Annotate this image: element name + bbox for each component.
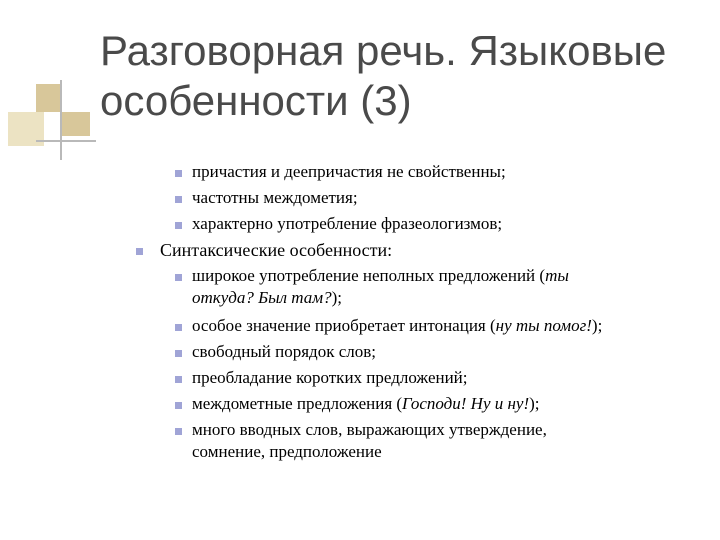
bullet-icon: [175, 324, 182, 331]
list-item: [192, 187, 358, 209]
item-example: ну ты помог!: [495, 316, 592, 335]
item-text: );: [331, 288, 343, 307]
decor-horizontal-line: [36, 140, 96, 142]
list-item: [192, 161, 506, 183]
item-example: ты: [545, 266, 569, 285]
bullet-icon: [175, 428, 182, 435]
item-text: характерно употребление фразеологизмов;: [192, 214, 503, 233]
title-line-2: особенности (3): [100, 77, 412, 124]
list-item: [192, 315, 602, 337]
bullet-icon: [175, 170, 182, 177]
list-item: [192, 419, 547, 463]
title-line-1: Разговорная речь. Языковые: [100, 27, 667, 74]
slide-title: [100, 26, 700, 126]
bullet-icon: [175, 274, 182, 281]
list-item: [192, 367, 468, 389]
item-text: преобладание коротких предложений;: [192, 368, 468, 387]
item-text: Синтаксические особенности:: [160, 240, 393, 260]
bullet-icon: [175, 222, 182, 229]
item-text: много вводных слов, выражающих утверждение,: [192, 420, 547, 439]
bullet-icon: [175, 350, 182, 357]
bullet-icon: [136, 248, 143, 255]
list-item: [192, 341, 376, 363]
item-text: причастия и деепричастия не свойственны;: [192, 162, 506, 181]
decor-vertical-line: [60, 80, 62, 160]
item-text: свободный порядок слов;: [192, 342, 376, 361]
item-text: );: [591, 316, 603, 335]
decor-square-tan: [36, 84, 62, 112]
item-text: широкое употребление неполных предложений (: [192, 266, 546, 285]
item-text: );: [529, 394, 540, 413]
item-text: междометные предложения (: [192, 394, 403, 413]
item-text: сомнение, предположение: [192, 442, 382, 461]
bullet-icon: [175, 376, 182, 383]
item-text: особое значение приобретает интонация (: [192, 316, 496, 335]
decor-square-tan-2: [62, 112, 90, 136]
item-example: откуда? Был там?: [192, 288, 332, 307]
list-item-heading: [160, 239, 392, 261]
bullet-icon: [175, 402, 182, 409]
item-text: частотны междометия;: [192, 188, 358, 207]
list-item: [192, 265, 569, 309]
list-item: [192, 393, 540, 415]
bullet-icon: [175, 196, 182, 203]
item-example: Господи! Ну и ну!: [402, 394, 530, 413]
list-item: [192, 213, 502, 235]
